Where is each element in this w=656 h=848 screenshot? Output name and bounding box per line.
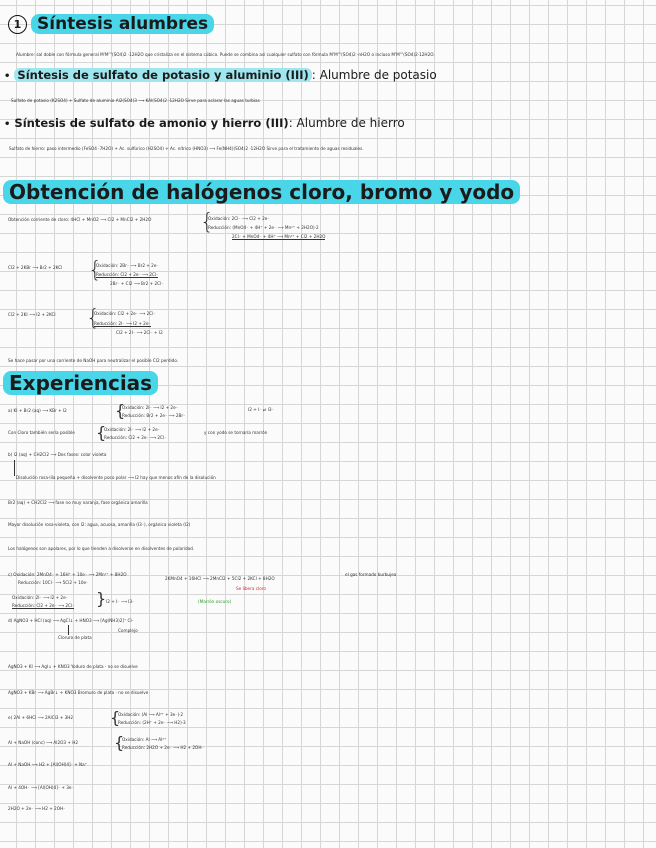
exp-c-right-note: el gas formado burbujea: [345, 572, 397, 577]
reaction-bromine-main: Cl2 + 2KBr ⟶ Br2 + 2KCl: [8, 265, 63, 270]
exp-d-subtitle-2: Complejo: [118, 628, 138, 633]
exp-b-line-4: Los halógenos son apolares, por lo que tienden a disolverse en disolventes de polaridad.: [8, 546, 195, 551]
exp-d-line-2: AgNO3 + KI ⟶ AgI↓ + KNO3 Yoduro de plata · no se disuelve: [8, 664, 138, 669]
reaction-bromine-sum: 2Br⁻ + Cl2 ⟶ Br2 + 2Cl⁻: [110, 281, 164, 286]
reaction-chlorine-reduction: Reducción: (MnO4⁻ + 4H⁺ + 2e⁻ ⟶ Mn²⁺ + 2H2O)·2: [208, 225, 319, 230]
brace-icon: {: [110, 708, 121, 727]
exp-c-chlorine-note: Se libera cloro: [236, 586, 266, 591]
connector-line: [14, 460, 15, 476]
reaction-chlorine-oxidation: Oxidación: 2Cl⁻ ⟶ Cl2 + 2e⁻: [208, 216, 270, 221]
exp-e-main: e) 2Al + 6HCl ⟶ 2AlCl3 + 3H2: [8, 715, 74, 720]
connector-line: [68, 625, 69, 635]
exp-e-oxidation-2: Oxidación: Al ⟶ Al³⁺: [122, 737, 167, 742]
section-1-heading: [8, 14, 214, 34]
exp-e-oxidation: Oxidación: (Al ⟶ Al³⁺ + 3e⁻)·2: [118, 712, 184, 717]
exp-e-reduction-2: Reducción: 2H2O + 2e⁻ ⟶ H2 + 2OH⁻: [122, 745, 204, 750]
section-1-title: Síntesis alumbres: [31, 14, 214, 34]
subsection-2-body: Sulfato de hierro: paso intermedio (FeSO4 ·7H2O) + Ac. sulfúrico (H2SO4) + Ac. nítrico (HNO3) ⟶ Fe(NH4)(SO4)2 ·12H2O Sirve para el tratamiento de aguas residuales.: [9, 146, 364, 151]
subsection-2-title: Síntesis de sulfato de amonio y hierro (III): [14, 116, 289, 130]
exp-e-line-4: Al + 4OH⁻ ⟶ [Al(OH)4]⁻ + 3e⁻: [8, 785, 74, 790]
subsection-potassium-alum: [4, 68, 437, 82]
section-3-heading: [3, 371, 158, 395]
exp-b-note: Disolución rosa-lila pequeña + disolvente poco polar ⟶ I2 hay que menos afín de la disolución: [16, 475, 216, 480]
subsection-1-name: : Alumbre de potasio: [311, 68, 437, 82]
brace-icon: {: [200, 210, 214, 235]
exp-c-main: 2KMnO4 + 16HCl ⟶ 2MnCl2 + 5Cl2 + 2KCl + 8H2O: [165, 576, 275, 581]
exp-c2-oxidation: Oxidación: 2I⁻ ⟶ I2 + 2e⁻: [12, 595, 68, 600]
exp-b-line-3: Mayor disolución rosa-violeta, con I2: agua, acuosa, amarilla (I3⁻), orgánica violeta (I2): [8, 522, 191, 527]
subsection-2-name: : Alumbre de hierro: [288, 116, 405, 130]
exp-d-main: d) AgNO3 + HCl (aq) ⟶ AgCl↓ + HNO3 ⟶ [Ag(NH3)2]⁺ Cl⁻: [8, 618, 134, 623]
brace-icon: {: [88, 258, 102, 283]
reaction-iodine-main: Cl2 + 2KI ⟶ I2 + 2KCl: [8, 312, 56, 317]
exp-a-reduction: Reducción: Br2 + 2e⁻ ⟶ 2Br⁻: [122, 413, 186, 418]
reaction-iodine-sum: Cl2 + 2I⁻ ⟶ 2Cl⁻ + I2: [116, 330, 163, 335]
section-2-note: Se hace pasar por una corriente de NaOH para neutralizar el posible Cl2 perdido.: [8, 358, 179, 363]
exp-e-line-3: Al + NaOH ⟶ H2 + [Al(OH)4]⁻ + Na⁺: [8, 762, 87, 767]
reaction-chlorine-main: Obtención corriente de cloro: 4HCl + MnO2 ⟶ Cl2 + MnCl2 + 2H2O: [8, 217, 152, 222]
exp-e-reduction: Reducción: (2H⁺ + 2e⁻ ⟶ H2)·3: [118, 720, 186, 725]
reaction-bromine-reduction: Reducción: Cl2 + 2e⁻ ⟶ 2Cl⁻: [96, 272, 159, 277]
brace-icon: }: [96, 589, 107, 608]
exp-b-line-2: Br2 (aq) + CH2Cl2 ⟶ fase no muy naranja, fase orgánica amarilla: [8, 500, 148, 505]
section-1-intro: Alumbre: sal doble con fórmula general M'M'''(SO4)2 ·12H2O que cristaliza en el sistema cúbico. Puede se combina así cualquier sulfato con fórmula M'M'''(SO4)2 ·nH2O o incluso M'M'''(SO4)2·12H2O.: [16, 52, 435, 57]
exp-d-subtitle-1: Cloruro de plata: [58, 635, 92, 640]
reaction-chlorine-sum: 2Cl⁻ + MnO4⁻ + 4H⁺ ⟶ Mn²⁺ + Cl2 + 2H2O: [232, 234, 326, 239]
exp-c2-main: I2 + I⁻ ⟶ I3⁻: [106, 599, 135, 604]
section-2-heading: [3, 180, 520, 204]
subsection-1-body: Sulfato de potasio (K2SO4) + Sulfato de aluminio Al2(SO4)3 ⟶ KAl(SO4)2 ·12H2O Sirve para aclarar las aguas turbias: [11, 98, 260, 103]
brace-icon: {: [115, 401, 126, 420]
section-3-title: Experiencias: [3, 371, 158, 395]
exp-a-oxidation: Oxidación: 2I⁻ ⟶ I2 + 2e⁻: [122, 405, 178, 410]
brace-icon: {: [86, 306, 100, 331]
brace-icon: {: [114, 733, 125, 752]
exp-a-main: a) KI + Br2 (aq) ⟶ KBr + I2: [8, 408, 67, 413]
exp-a2-main: Con Cloro también sería posible: [8, 430, 75, 435]
exp-a2-oxidation: Oxidación: 2I⁻ ⟶ I2 + 2e⁻: [104, 427, 160, 432]
reaction-bromine-oxidation: Oxidación: 2Br⁻ ⟶ Br2 + 2e⁻: [96, 263, 159, 268]
section-2-title: Obtención de halógenos cloro, bromo y yodo: [3, 180, 520, 204]
reaction-iodine-oxidation: Oxidación: Cl2 + 2e⁻ ⟶ 2Cl⁻: [94, 311, 156, 316]
exp-d-line-3: AgNO3 + KBr ⟶ AgBr↓ + KNO3 Bromuro de plata · no se disuelve: [8, 690, 149, 695]
brace-icon: {: [96, 423, 107, 442]
subsection-iron-alum: [4, 116, 405, 130]
section-number-badge: 1: [8, 15, 27, 34]
exp-a-side: I2 + I⁻ ⇌ I3⁻: [248, 407, 274, 412]
exp-c-reduction: Reducción: 10Cl⁻ ⟶ 5Cl2 + 10e⁻: [18, 580, 89, 585]
exp-e-line-2: Al + NaOH (conc) ⟶ Al2O3 + H2: [8, 740, 79, 745]
exp-a2-reduction: Reducción: Cl2 + 2e⁻ ⟶ 2Cl⁻: [104, 435, 167, 440]
exp-c-oxidation: c) Oxidación: 2MnO4⁻ + 16H⁺ + 10e⁻ ⟶ 2Mn²⁺ + 8H2O: [8, 572, 127, 577]
exp-a2-side: y con yodo se tornaría marrón: [204, 430, 268, 435]
bullet-icon: •: [4, 71, 11, 82]
bullet-icon: •: [4, 119, 11, 130]
reaction-iodine-reduction: Reducción: 2I⁻ ⟶ I2 + 2e⁻: [94, 321, 151, 326]
subsection-1-title: Síntesis de sulfato de potasio y aluminio (III): [14, 68, 311, 82]
exp-b-main: b) I2 (aq) + CH2Cl2 ⟶ Dos fases: color violeta: [8, 452, 107, 457]
exp-e-line-5: 2H2O + 2e⁻ ⟶ H2 + 2OH⁻: [8, 806, 66, 811]
exp-c2-reduction: Reducción: Cl2 + 2e⁻ ⟶ 2Cl⁻: [12, 603, 75, 608]
exp-c2-color-note: (Marrón oscuro): [198, 599, 232, 604]
